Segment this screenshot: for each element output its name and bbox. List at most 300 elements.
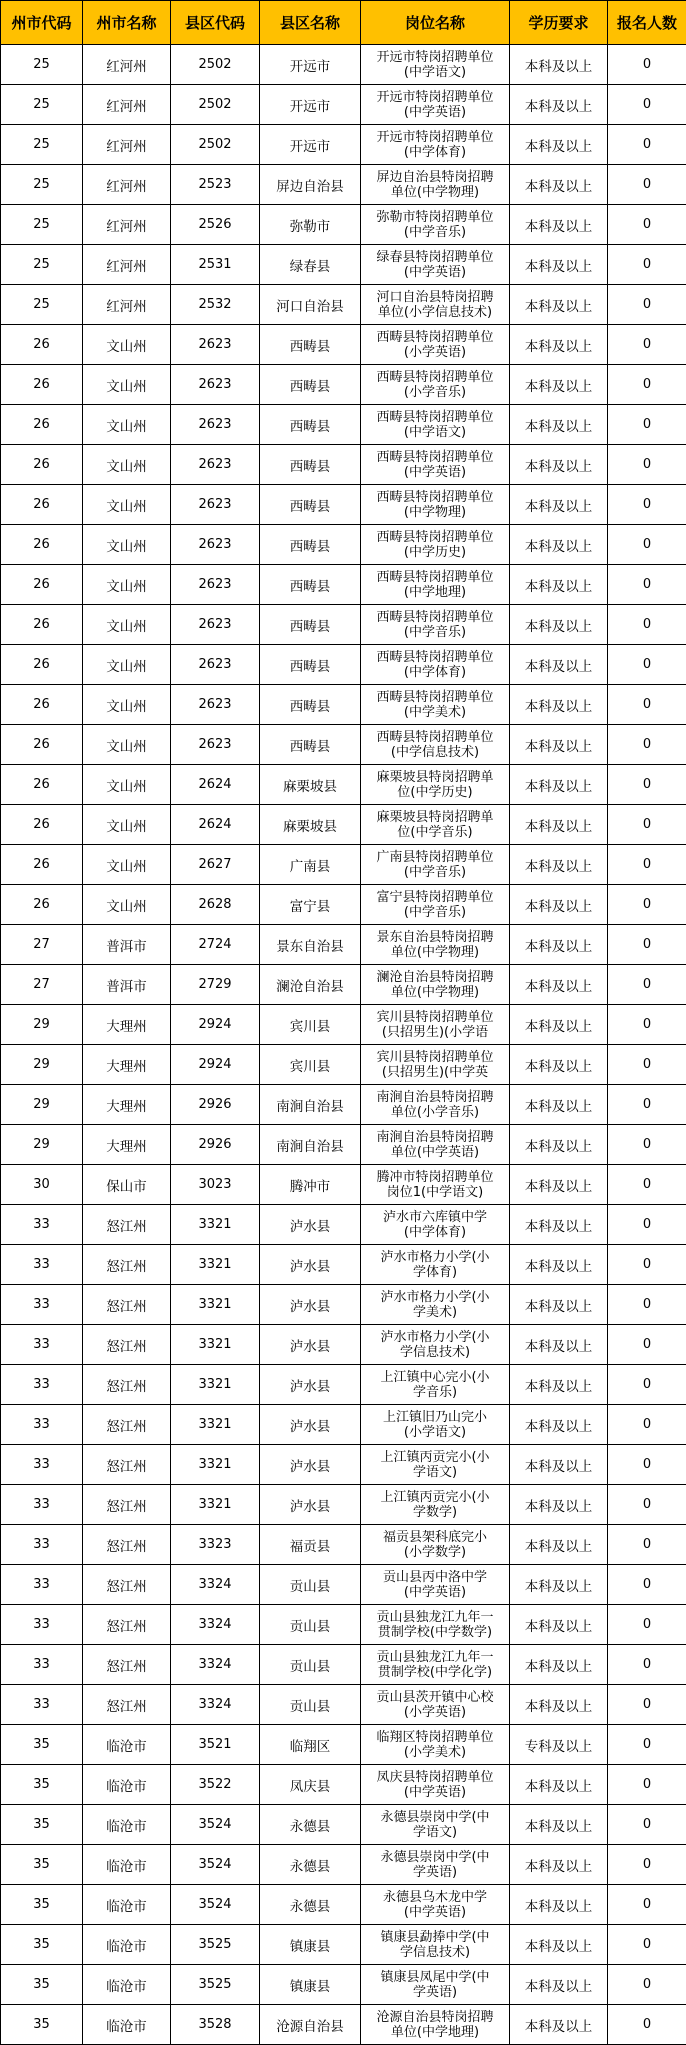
applicants-cell: 0 — [608, 1125, 686, 1165]
city-code-cell: 29 — [1, 1085, 83, 1125]
county-name-cell: 泸水县 — [260, 1205, 361, 1245]
city-name-cell: 怒江州 — [83, 1405, 171, 1445]
position-name-cell — [361, 1165, 510, 1205]
city-code-cell: 30 — [1, 1165, 83, 1205]
county-code-cell: 3521 — [171, 1725, 260, 1765]
position-name-line: (中学体育) — [363, 145, 507, 160]
city-code-cell: 35 — [1, 1885, 83, 1925]
county-name-cell: 西畴县 — [260, 325, 361, 365]
position-name-line: 西畴县特岗招聘单位 — [363, 610, 507, 625]
table-row — [1, 1365, 686, 1405]
table-row — [1, 1445, 686, 1485]
position-name-line: (只招男生)(小学语 — [363, 1025, 507, 1040]
county-code-cell: 2623 — [171, 685, 260, 725]
position-name-line: 景东自治县特岗招聘 — [363, 930, 507, 945]
position-name-line: 绿春县特岗招聘单位 — [363, 250, 507, 265]
position-name-cell — [361, 645, 510, 685]
applicants-cell: 0 — [608, 85, 686, 125]
applicants-cell: 0 — [608, 1485, 686, 1525]
county-code-cell: 3321 — [171, 1365, 260, 1405]
county-code-cell: 2623 — [171, 485, 260, 525]
position-name-line: (中学美术) — [363, 705, 507, 720]
table-row — [1, 1085, 686, 1125]
applicants-cell: 0 — [608, 1285, 686, 1325]
county-name-cell: 屏边自治县 — [260, 165, 361, 205]
applicants-cell: 0 — [608, 125, 686, 165]
education-cell: 本科及以上 — [510, 1085, 608, 1125]
county-code-cell: 2624 — [171, 765, 260, 805]
position-name-cell — [361, 1205, 510, 1245]
city-name-cell: 红河州 — [83, 125, 171, 165]
city-code-cell: 33 — [1, 1685, 83, 1725]
position-name-line: 位(中学历史) — [363, 785, 507, 800]
city-code-cell: 25 — [1, 285, 83, 325]
table-row — [1, 645, 686, 685]
position-name-line: 永德县乌木龙中学 — [363, 1890, 507, 1905]
education-cell: 本科及以上 — [510, 1405, 608, 1445]
table-row — [1, 2005, 686, 2045]
position-name-cell — [361, 765, 510, 805]
county-name-cell: 宾川县 — [260, 1005, 361, 1045]
education-cell: 本科及以上 — [510, 1285, 608, 1325]
applicants-cell: 0 — [608, 685, 686, 725]
applicants-cell: 0 — [608, 205, 686, 245]
county-name-cell: 贡山县 — [260, 1685, 361, 1725]
header-county-name: 县区名称 — [260, 1, 361, 45]
table-row — [1, 1525, 686, 1565]
position-name-line: 泸水市六库镇中学 — [363, 1210, 507, 1225]
county-code-cell: 2623 — [171, 445, 260, 485]
position-name-line: (中学英语) — [363, 1785, 507, 1800]
city-code-cell: 33 — [1, 1565, 83, 1605]
position-name-line: 上江镇中心完小(小 — [363, 1370, 507, 1385]
position-name-cell — [361, 965, 510, 1005]
position-name-line: (中学英语) — [363, 265, 507, 280]
city-name-cell: 怒江州 — [83, 1325, 171, 1365]
education-cell: 本科及以上 — [510, 2005, 608, 2045]
county-code-cell: 2623 — [171, 605, 260, 645]
county-name-cell: 贡山县 — [260, 1605, 361, 1645]
applicants-cell: 0 — [608, 1605, 686, 1645]
city-name-cell: 临沧市 — [83, 2005, 171, 2045]
county-code-cell: 3321 — [171, 1245, 260, 1285]
county-name-cell: 泸水县 — [260, 1285, 361, 1325]
city-code-cell: 25 — [1, 205, 83, 245]
table-row — [1, 1205, 686, 1245]
education-cell: 本科及以上 — [510, 685, 608, 725]
county-name-cell: 弥勒市 — [260, 205, 361, 245]
applicants-cell: 0 — [608, 2005, 686, 2045]
table-row — [1, 525, 686, 565]
position-name-cell — [361, 1405, 510, 1445]
applicants-cell: 0 — [608, 1205, 686, 1245]
city-name-cell: 怒江州 — [83, 1205, 171, 1245]
table-row — [1, 1765, 686, 1805]
city-code-cell: 25 — [1, 165, 83, 205]
county-name-cell: 西畴县 — [260, 565, 361, 605]
position-name-line: 临翔区特岗招聘单位 — [363, 1730, 507, 1745]
position-name-cell — [361, 725, 510, 765]
county-code-cell: 3522 — [171, 1765, 260, 1805]
table-row — [1, 125, 686, 165]
position-name-line: (中学历史) — [363, 545, 507, 560]
applicants-cell: 0 — [608, 605, 686, 645]
county-code-cell: 3324 — [171, 1565, 260, 1605]
education-cell: 本科及以上 — [510, 1525, 608, 1565]
table-row — [1, 1125, 686, 1165]
position-name-line: 弥勒市特岗招聘单位 — [363, 210, 507, 225]
position-name-line: 西畴县特岗招聘单位 — [363, 690, 507, 705]
education-cell: 本科及以上 — [510, 765, 608, 805]
position-name-line: 单位(中学英语) — [363, 1145, 507, 1160]
applicants-cell: 0 — [608, 525, 686, 565]
county-code-cell: 2623 — [171, 525, 260, 565]
city-code-cell: 26 — [1, 765, 83, 805]
table-row — [1, 405, 686, 445]
county-name-cell: 富宁县 — [260, 885, 361, 925]
position-name-cell — [361, 365, 510, 405]
position-name-line: (小学音乐) — [363, 385, 507, 400]
city-name-cell: 文山州 — [83, 325, 171, 365]
county-name-cell: 贡山县 — [260, 1645, 361, 1685]
applicants-cell: 0 — [608, 1445, 686, 1485]
table-row — [1, 1325, 686, 1365]
education-cell: 本科及以上 — [510, 125, 608, 165]
city-name-cell: 文山州 — [83, 525, 171, 565]
position-name-cell — [361, 205, 510, 245]
position-name-line: 泸水市格力小学(小 — [363, 1330, 507, 1345]
position-name-line: 学数学) — [363, 1505, 507, 1520]
applicants-cell: 0 — [608, 1925, 686, 1965]
table-row — [1, 1005, 686, 1045]
education-cell: 本科及以上 — [510, 445, 608, 485]
education-cell: 本科及以上 — [510, 725, 608, 765]
position-name-cell — [361, 1445, 510, 1485]
county-name-cell: 永德县 — [260, 1845, 361, 1885]
applicants-cell: 0 — [608, 1765, 686, 1805]
education-cell: 本科及以上 — [510, 1325, 608, 1365]
applicants-cell: 0 — [608, 1565, 686, 1605]
city-name-cell: 临沧市 — [83, 1765, 171, 1805]
position-name-line: 贡山县丙中洛中学 — [363, 1570, 507, 1585]
position-name-line: 屏边自治县特岗招聘 — [363, 170, 507, 185]
header-city-code: 州市代码 — [1, 1, 83, 45]
county-code-cell: 2627 — [171, 845, 260, 885]
education-cell: 本科及以上 — [510, 1605, 608, 1645]
county-name-cell: 西畴县 — [260, 645, 361, 685]
position-name-cell — [361, 1285, 510, 1325]
table-body — [1, 45, 686, 2045]
applicants-cell: 0 — [608, 1045, 686, 1085]
position-name-line: (中学物理) — [363, 505, 507, 520]
city-name-cell: 文山州 — [83, 405, 171, 445]
applicants-cell: 0 — [608, 1005, 686, 1045]
table-row — [1, 1045, 686, 1085]
position-name-line: (中学音乐) — [363, 625, 507, 640]
applicants-cell: 0 — [608, 445, 686, 485]
city-code-cell: 26 — [1, 845, 83, 885]
city-code-cell: 33 — [1, 1365, 83, 1405]
county-code-cell: 2623 — [171, 325, 260, 365]
county-code-cell: 2926 — [171, 1085, 260, 1125]
position-name-cell — [361, 405, 510, 445]
county-code-cell: 2724 — [171, 925, 260, 965]
position-name-cell — [361, 445, 510, 485]
position-name-line: 单位(中学物理) — [363, 985, 507, 1000]
city-name-cell: 文山州 — [83, 645, 171, 685]
county-name-cell: 河口自治县 — [260, 285, 361, 325]
county-name-cell: 贡山县 — [260, 1565, 361, 1605]
applicants-cell: 0 — [608, 725, 686, 765]
position-name-line: (中学英语) — [363, 105, 507, 120]
city-code-cell: 33 — [1, 1325, 83, 1365]
city-name-cell: 普洱市 — [83, 925, 171, 965]
position-name-cell — [361, 1245, 510, 1285]
county-name-cell: 宾川县 — [260, 1045, 361, 1085]
city-code-cell: 26 — [1, 565, 83, 605]
position-name-cell — [361, 685, 510, 725]
education-cell: 本科及以上 — [510, 1365, 608, 1405]
county-code-cell: 2623 — [171, 405, 260, 445]
position-name-cell — [361, 805, 510, 845]
education-cell: 本科及以上 — [510, 845, 608, 885]
position-name-line: (中学英语) — [363, 465, 507, 480]
education-cell: 本科及以上 — [510, 605, 608, 645]
county-code-cell: 3324 — [171, 1605, 260, 1645]
position-name-cell — [361, 285, 510, 325]
position-name-cell — [361, 1805, 510, 1845]
city-name-cell: 大理州 — [83, 1125, 171, 1165]
position-name-line: 富宁县特岗招聘单位 — [363, 890, 507, 905]
position-name-line: 学美术) — [363, 1305, 507, 1320]
position-name-line: 学体育) — [363, 1265, 507, 1280]
applicants-cell: 0 — [608, 805, 686, 845]
city-code-cell: 25 — [1, 85, 83, 125]
city-code-cell: 33 — [1, 1485, 83, 1525]
applicants-cell: 0 — [608, 565, 686, 605]
position-name-line: (中学语文) — [363, 425, 507, 440]
applicants-cell: 0 — [608, 245, 686, 285]
table-row — [1, 1245, 686, 1285]
position-name-line: 学语文) — [363, 1465, 507, 1480]
applicants-cell: 0 — [608, 165, 686, 205]
applicants-cell: 0 — [608, 1365, 686, 1405]
education-cell: 本科及以上 — [510, 405, 608, 445]
position-name-cell — [361, 1645, 510, 1685]
city-code-cell: 26 — [1, 805, 83, 845]
position-name-cell — [361, 845, 510, 885]
county-code-cell: 3324 — [171, 1645, 260, 1685]
city-code-cell: 26 — [1, 405, 83, 445]
education-cell: 本科及以上 — [510, 1885, 608, 1925]
position-name-line: 单位(小学音乐) — [363, 1105, 507, 1120]
position-name-line: (中学英语) — [363, 1585, 507, 1600]
position-name-cell — [361, 1765, 510, 1805]
city-name-cell: 大理州 — [83, 1045, 171, 1085]
city-name-cell: 保山市 — [83, 1165, 171, 1205]
position-name-line: 西畴县特岗招聘单位 — [363, 530, 507, 545]
applicants-cell: 0 — [608, 1325, 686, 1365]
city-code-cell: 35 — [1, 1765, 83, 1805]
county-name-cell: 麻栗坡县 — [260, 765, 361, 805]
county-code-cell: 3324 — [171, 1685, 260, 1725]
applicants-cell: 0 — [608, 765, 686, 805]
position-name-line: 岗位1(中学语文) — [363, 1185, 507, 1200]
table-row — [1, 1285, 686, 1325]
city-name-cell: 临沧市 — [83, 1845, 171, 1885]
county-name-cell: 西畴县 — [260, 485, 361, 525]
county-code-cell: 2532 — [171, 285, 260, 325]
position-name-line: 开远市特岗招聘单位 — [363, 90, 507, 105]
position-name-line: 永德县崇岗中学(中 — [363, 1810, 507, 1825]
table-row — [1, 1405, 686, 1445]
table-row — [1, 1165, 686, 1205]
city-name-cell: 文山州 — [83, 605, 171, 645]
position-name-line: 开远市特岗招聘单位 — [363, 130, 507, 145]
position-name-line: 西畴县特岗招聘单位 — [363, 570, 507, 585]
position-name-line: (小学数学) — [363, 1545, 507, 1560]
city-code-cell: 33 — [1, 1645, 83, 1685]
city-name-cell: 怒江州 — [83, 1645, 171, 1685]
position-name-line: 麻栗坡县特岗招聘单 — [363, 770, 507, 785]
county-code-cell: 3321 — [171, 1445, 260, 1485]
city-name-cell: 红河州 — [83, 245, 171, 285]
city-code-cell: 35 — [1, 1965, 83, 2005]
position-name-line: 泸水市格力小学(小 — [363, 1250, 507, 1265]
position-name-cell — [361, 125, 510, 165]
position-name-line: 学英语) — [363, 1865, 507, 1880]
table-row — [1, 1925, 686, 1965]
county-code-cell: 2623 — [171, 725, 260, 765]
city-name-cell: 临沧市 — [83, 1885, 171, 1925]
county-name-cell: 开远市 — [260, 85, 361, 125]
education-cell: 本科及以上 — [510, 1925, 608, 1965]
position-name-line: 学音乐) — [363, 1385, 507, 1400]
city-code-cell: 25 — [1, 245, 83, 285]
county-code-cell: 3321 — [171, 1285, 260, 1325]
applicants-cell: 0 — [608, 645, 686, 685]
position-name-cell — [361, 1365, 510, 1405]
county-name-cell: 泸水县 — [260, 1445, 361, 1485]
city-code-cell: 33 — [1, 1285, 83, 1325]
education-cell: 本科及以上 — [510, 1245, 608, 1285]
county-name-cell: 临翔区 — [260, 1725, 361, 1765]
position-name-cell — [361, 1045, 510, 1085]
county-name-cell: 泸水县 — [260, 1325, 361, 1365]
city-code-cell: 27 — [1, 925, 83, 965]
education-cell: 本科及以上 — [510, 1845, 608, 1885]
county-code-cell: 3323 — [171, 1525, 260, 1565]
position-name-cell — [361, 2005, 510, 2045]
position-name-cell — [361, 1565, 510, 1605]
city-name-cell: 文山州 — [83, 485, 171, 525]
county-code-cell: 2624 — [171, 805, 260, 845]
applicants-cell: 0 — [608, 1805, 686, 1845]
county-name-cell: 南涧自治县 — [260, 1085, 361, 1125]
city-name-cell: 大理州 — [83, 1085, 171, 1125]
city-code-cell: 26 — [1, 885, 83, 925]
city-code-cell: 33 — [1, 1405, 83, 1445]
position-name-cell — [361, 525, 510, 565]
county-name-cell: 凤庆县 — [260, 1765, 361, 1805]
position-name-cell — [361, 605, 510, 645]
education-cell: 专科及以上 — [510, 1725, 608, 1765]
position-name-line: (小学英语) — [363, 345, 507, 360]
position-name-cell — [361, 1685, 510, 1725]
table-row — [1, 1885, 686, 1925]
county-name-cell: 绿春县 — [260, 245, 361, 285]
county-code-cell: 2623 — [171, 645, 260, 685]
position-name-cell — [361, 1845, 510, 1885]
city-code-cell: 26 — [1, 725, 83, 765]
county-name-cell: 永德县 — [260, 1885, 361, 1925]
city-name-cell: 怒江州 — [83, 1245, 171, 1285]
table-row — [1, 685, 686, 725]
county-code-cell: 3321 — [171, 1325, 260, 1365]
position-name-line: 镇康县勐捧中学(中 — [363, 1930, 507, 1945]
position-name-line: (中学音乐) — [363, 225, 507, 240]
position-name-line: 西畴县特岗招聘单位 — [363, 730, 507, 745]
position-name-line: 宾川县特岗招聘单位 — [363, 1010, 507, 1025]
county-name-cell: 澜沧自治县 — [260, 965, 361, 1005]
county-code-cell: 2924 — [171, 1045, 260, 1085]
education-cell: 本科及以上 — [510, 1485, 608, 1525]
position-name-line: 宾川县特岗招聘单位 — [363, 1050, 507, 1065]
education-cell: 本科及以上 — [510, 245, 608, 285]
county-name-cell: 麻栗坡县 — [260, 805, 361, 845]
applicants-cell: 0 — [608, 405, 686, 445]
county-name-cell: 广南县 — [260, 845, 361, 885]
county-name-cell: 开远市 — [260, 125, 361, 165]
position-name-line: 上江镇旧乃山完小 — [363, 1410, 507, 1425]
applicants-cell: 0 — [608, 1245, 686, 1285]
position-name-cell — [361, 565, 510, 605]
county-code-cell: 2526 — [171, 205, 260, 245]
education-cell: 本科及以上 — [510, 1445, 608, 1485]
city-code-cell: 29 — [1, 1005, 83, 1045]
city-name-cell: 怒江州 — [83, 1485, 171, 1525]
education-cell: 本科及以上 — [510, 285, 608, 325]
position-name-line: 开远市特岗招聘单位 — [363, 50, 507, 65]
position-name-line: (中学语文) — [363, 65, 507, 80]
position-name-line: 西畴县特岗招聘单位 — [363, 370, 507, 385]
city-name-cell: 临沧市 — [83, 1805, 171, 1845]
position-name-line: 单位(中学地理) — [363, 2025, 507, 2040]
education-cell: 本科及以上 — [510, 205, 608, 245]
city-name-cell: 怒江州 — [83, 1365, 171, 1405]
county-code-cell: 3321 — [171, 1205, 260, 1245]
position-name-line: 福贡县架科底完小 — [363, 1530, 507, 1545]
position-name-cell — [361, 1925, 510, 1965]
county-code-cell: 2502 — [171, 125, 260, 165]
table-row — [1, 445, 686, 485]
county-name-cell: 西畴县 — [260, 605, 361, 645]
position-name-cell — [361, 1325, 510, 1365]
position-name-cell — [361, 885, 510, 925]
education-cell: 本科及以上 — [510, 885, 608, 925]
applicants-cell: 0 — [608, 365, 686, 405]
table-row — [1, 245, 686, 285]
table-row — [1, 1845, 686, 1885]
applicants-cell: 0 — [608, 965, 686, 1005]
city-name-cell: 红河州 — [83, 45, 171, 85]
position-name-line: 镇康县凤尾中学(中 — [363, 1970, 507, 1985]
applicants-cell: 0 — [608, 885, 686, 925]
education-cell: 本科及以上 — [510, 525, 608, 565]
county-code-cell: 2531 — [171, 245, 260, 285]
education-cell: 本科及以上 — [510, 1965, 608, 2005]
applicants-cell: 0 — [608, 1725, 686, 1765]
